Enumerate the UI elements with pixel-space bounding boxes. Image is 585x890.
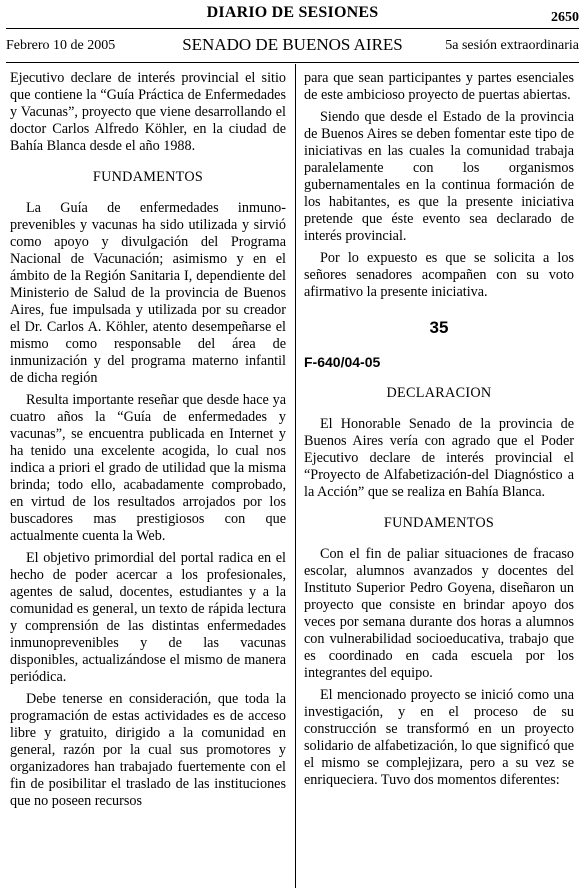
paragraph: Ejecutivo declare de interés provincial el sitio que contiene la “Guía Práctica de Enfermedades y Vacunas”, proyecto que viene desarrollando el doctor Carlos Alfredo Köhler, en la ciudad de Bahía Blanca desde el año 1988. bbox=[10, 70, 286, 154]
session-date: Febrero 10 de 2005 bbox=[6, 38, 116, 53]
paragraph: El Honorable Senado de la provincia de Buenos Aires vería con agrado que el Poder Ejecutivo declare de interés provincial el “Proyecto de Alfabetización-del Diagnóstico a la Acción” que se realiza en Bahía Blanca. bbox=[304, 416, 574, 500]
column-divider bbox=[295, 64, 296, 888]
paragraph: El objetivo primordial del portal radica en el hecho de poder acercar a los profesionales, agentes de salud, docentes, estudiantes y a la comunidad es general, un texto de rápida lectura y comprensión de las distintas enfermedades inmunoprevenibles y de las vacunas disponibles, actualizándose el mismo de manera periódica. bbox=[10, 550, 286, 685]
page-number: 2650 bbox=[551, 10, 579, 25]
section-heading-fundamentos: FUNDAMENTOS bbox=[92, 169, 204, 185]
section-heading-fundamentos: FUNDAMENTOS bbox=[383, 515, 495, 531]
paragraph: Debe tenerse en consideración, que toda la programación de estas actividades es de acceso libre y gratuito, dirigido a la comunidad en general, razón por la cual sus promotores y organizadores han trabajado fuertemente con el fin de posibilitar el traslado de las instituciones que no poseen recursos bbox=[10, 691, 286, 809]
journal-title: DIARIO DE SESIONES bbox=[206, 4, 379, 21]
page-header-top bbox=[0, 4, 585, 26]
left-column bbox=[10, 70, 286, 815]
paragraph: Con el fin de paliar situaciones de fracaso escolar, alumnos avanzados y docentes del Instituto Superior Pedro Goyena, diseñaron un proyecto que consiste en brindar apoyo dos veces por semana durante dos horas a alumnos con vulnerabilidad socioeducativa, trabajo que es coordinado en cada escuela por los integrantes del equipo. bbox=[304, 546, 574, 681]
header-rule-bottom bbox=[6, 62, 579, 63]
paragraph: para que sean participantes y partes esenciales de este ambicioso proyecto de puertas abiertas. bbox=[304, 70, 574, 103]
right-column bbox=[304, 70, 574, 794]
paragraph: Siendo que desde el Estado de la provincia de Buenos Aires se deben fomentar este tipo de iniciativas en las cuales la comunidad trabaja paralelamente con los organismos gubernamentales en la continua formación de los habitantes, es que la presente iniciativa pretende que éste evento sea declarado de interés provincial. bbox=[304, 109, 574, 244]
paragraph: Resulta importante reseñar que desde hace ya cuatro años la “Guía de enfermedades y vacunas”, se encuentra publicada en Internet y ha tenido una excelente acogida, lo cual nos indica a priori el grado de utilidad que la misma brinda; todo ello, acabadamente comprobado, en virtud de los resultados arrojados por los buscadores mas prestigiosos con que actualmente cuenta la Web. bbox=[10, 392, 286, 544]
header-rule-top bbox=[6, 28, 579, 29]
paragraph: La Guía de enfermedades inmuno-prevenibles y vacunas ha sido utilizada y sirvió como apoyo y divulgación del Programa Nacional de Vacunación; asimismo y en el ámbito de la Región Sanitaria I, dependiente del Ministerio de Salud de la provincia de Buenos Aires, fue impulsada y utilizada por su creador el Dr. Carlos A. Köhler, atento desempeñarse el mismo como responsable del área de inmunización y del programa materno infantil de dicha región bbox=[10, 200, 286, 386]
session-label: 5a sesión extraordinaria bbox=[445, 38, 579, 53]
section-heading-declaracion: DECLARACION bbox=[386, 385, 492, 401]
paragraph: Por lo expuesto es que se solicita a los señores senadores acompañen con su voto afirmativo la presente iniciativa. bbox=[304, 250, 574, 300]
paragraph: El mencionado proyecto se inició como una investigación, y en el proceso de su construcción se transformó en un proyecto solidario de alfabetización, lo que significó que el mismo se complejizara, pero a su vez se enriqueciera. Tuvo dos momentos diferentes: bbox=[304, 687, 574, 788]
page-header-row bbox=[6, 35, 579, 57]
chamber-name: SENADO DE BUENOS AIRES bbox=[182, 35, 403, 54]
file-code: F-640/04-05 bbox=[304, 354, 381, 370]
item-number: 35 bbox=[429, 318, 449, 337]
